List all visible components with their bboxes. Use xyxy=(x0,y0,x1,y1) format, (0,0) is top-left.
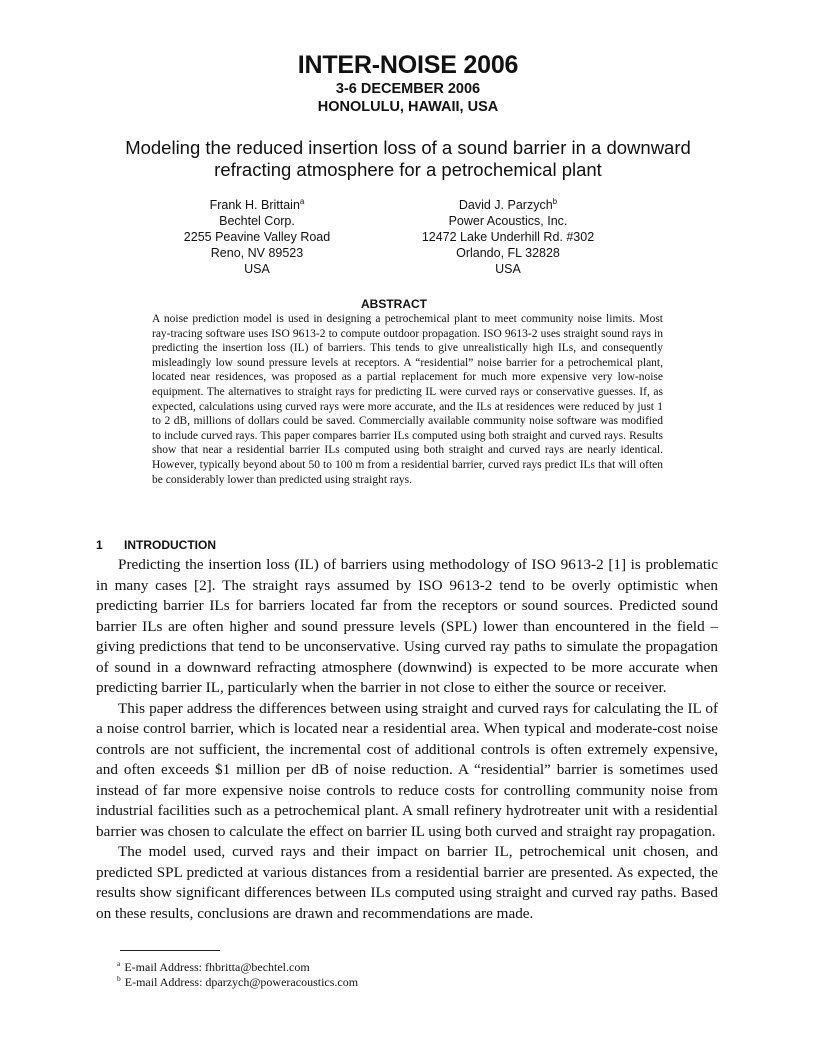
author-affiliation: Power Acoustics, Inc. xyxy=(448,214,568,228)
body-paragraph: This paper address the differences between using straight and curved rays for calculating the IL of a noise control barrier, which is located near a residential area. When typical and moderate-cost noise controls are not sufficient, the incremental cost of additional controls is often extremely expensive, and often exceeds $1 million per dB of noise reduction. A “residential” barrier is sometimes used instead of far more expensive noise controls to reduce costs for controlling community noise from industrial facilities such as a petrochemical plant. A small refinery hydrotreater unit with a residential barrier was chosen to calculate the effect on barrier IL using both curved and straight ray propagation. xyxy=(96,699,718,840)
abstract-text: A noise prediction model is used in designing a petrochemical plant to meet community noise limits. Most ray-tracing software uses ISO 9613-2 to compute outdoor propagation. ISO 9613-2 uses straight sound rays in predicting the insertion loss (IL) of barriers. This tends to give unrealistically high ILs, and consequently misleadingly low sound pressure levels at receptors. A “residential” noise barrier for a petrochemical plant, located near residences, was proposed as a partial replacement for much more expensive very low-noise equipment. The alternatives to straight rays for predicting IL were curved rays or conservative guesses. If, as expected, calculations using curved rays were more accurate, and the ILs at residences were reduced by just 1 to 2 dB, millions of dollars could be saved. Commercially available community noise software was modified to include curved rays. This paper compares barrier ILs computed using both straight and curved rays. Results show that near a residential barrier ILs computed using both straight and curved rays are nearly identical. However, typically beyond about 50 to 100 m from a residential barrier, curved rays predict ILs that will often be considerably lower than predicted using straight rays. xyxy=(152,313,663,486)
author-footnote-mark: a xyxy=(299,196,305,206)
author-country: USA xyxy=(495,262,521,276)
body-paragraph: The model used, curved rays and their impact on barrier IL, petrochemical unit chosen, and predicted SPL predicted at various distances from a residential barrier are presented. As expected, the results show significant differences between ILs computed using straight and curved ray paths. Based on these results, conclusions are drawn and recommendations are made. xyxy=(96,843,718,922)
author-city: Reno, NV 89523 xyxy=(210,246,304,260)
conference-title: INTER-NOISE 2006 xyxy=(297,51,519,79)
author-block-2 xyxy=(378,197,638,277)
author-street: 12472 Lake Underhill Rd. #302 xyxy=(421,230,595,244)
author-footnote-mark: b xyxy=(552,196,558,206)
paper-title: Modeling the reduced insertion loss of a sound barrier in a downward refracting atmosphere for a petrochemical plant xyxy=(125,137,691,180)
section-heading xyxy=(96,538,216,552)
footnotes xyxy=(117,960,358,990)
author-affiliation: Bechtel Corp. xyxy=(219,214,295,228)
author-name: David J. Parzych xyxy=(458,198,553,212)
footnote-divider xyxy=(120,950,220,951)
author-street: 2255 Peavine Valley Road xyxy=(183,230,331,244)
author-country: USA xyxy=(244,262,270,276)
section-title: INTRODUCTION xyxy=(124,538,216,552)
section-body xyxy=(96,555,718,924)
footnote xyxy=(117,960,358,975)
conference-header xyxy=(0,50,816,116)
author-name: Frank H. Brittain xyxy=(209,198,300,212)
conference-dates: 3-6 DECEMBER 2006 xyxy=(335,81,481,97)
section-number: 1 xyxy=(96,538,103,552)
abstract-heading: ABSTRACT xyxy=(361,297,427,311)
conference-location: HONOLULU, HAWAII, USA xyxy=(317,99,499,115)
footnote xyxy=(117,975,358,990)
footnote-mark: b xyxy=(117,974,121,983)
author-block-1 xyxy=(127,197,387,277)
author-city: Orlando, FL 32828 xyxy=(456,246,560,260)
body-paragraph: Predicting the insertion loss (IL) of barriers using methodology of ISO 9613-2 [1] is problematic in many cases [2]. The straight rays assumed by ISO 9613-2 tend to be overly optimistic when predicting barrier ILs for barriers located far from the receptors or sound sources. Predicted sound barrier ILs are often higher and sound pressure levels (SPL) lower than encountered in the field – giving predictions that tend to be unconservative. Using curved ray paths to simulate the propagation of sound in a downward refracting atmosphere (downwind) is expected to be more accurate when predicting barrier IL, particularly when the barrier in not close to either the source or receiver. xyxy=(96,556,718,696)
footnote-text: E-mail Address: dparzych@poweracoustics.com xyxy=(124,975,359,989)
footnote-text: E-mail Address: fhbritta@bechtel.com xyxy=(124,960,310,974)
footnote-mark: a xyxy=(117,959,121,968)
